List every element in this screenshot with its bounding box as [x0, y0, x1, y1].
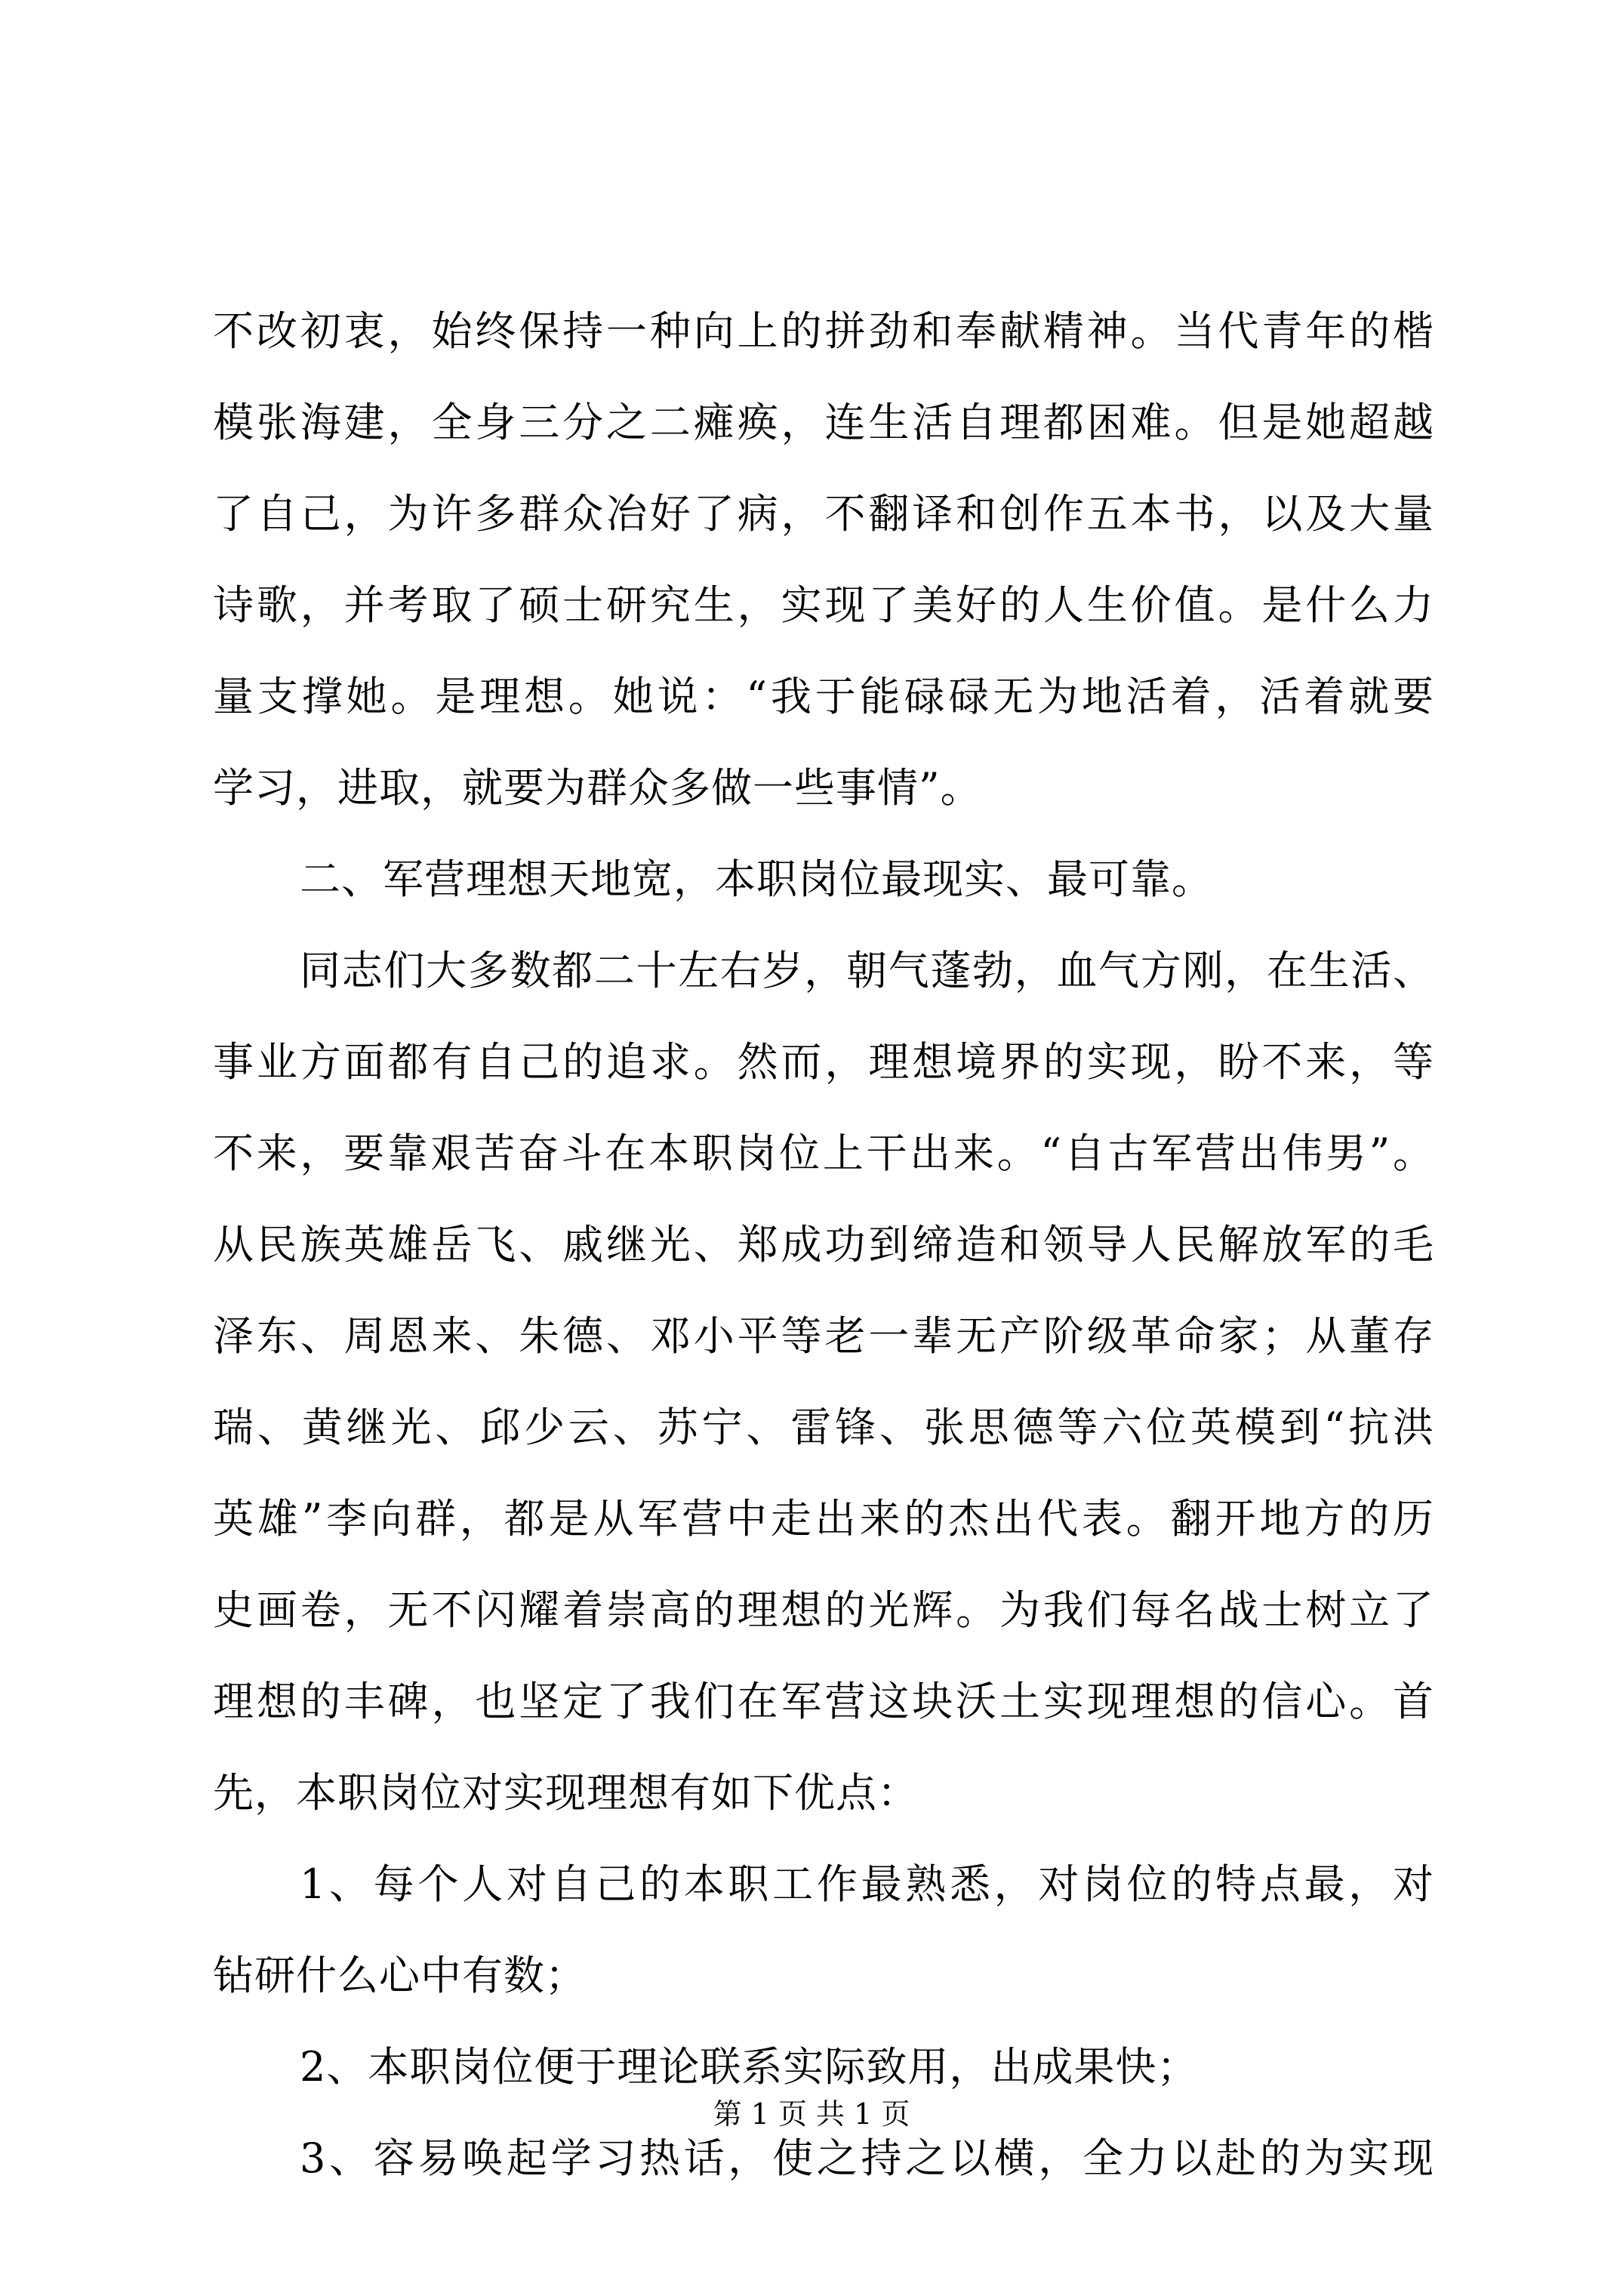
list-item: 3、容易唤起学习热话，使之持之以横，全力以赴的为实现 [300, 2134, 1434, 2182]
text-line: 英雄”李向群，都是从军营中走出来的杰出代表。翻开地方的历 [213, 1495, 1434, 1542]
text-line: 从民族英雄岳飞、戚继光、郑成功到缔造和领导人民解放军的毛 [213, 1221, 1434, 1268]
text-line: 模张海建，全身三分之二瘫痪，连生活自理都困难。但是她超越 [213, 399, 1434, 446]
text-line: 学习，进取，就要为群众多做一些事情”。 [213, 764, 982, 812]
text-line: 量支撑她。是理想。她说：“我于能碌碌无为地活着，活着就要 [213, 673, 1434, 720]
text-line: 泽东、周恩来、朱德、邓小平等老一辈无产阶级革命家；从董存 [213, 1312, 1434, 1360]
page-footer: 第 1 页 共 1 页 [713, 2097, 910, 2131]
text-line: 诗歌，并考取了硕士研究生，实现了美好的人生价值。是什么力 [213, 581, 1434, 629]
text-line: 理想的丰碑，也坚定了我们在军营这块沃土实现理想的信心。首 [213, 1678, 1434, 1725]
text-line: 不来，要靠艰苦奋斗在本职岗位上干出来。“自古军营出伟男”。 [213, 1130, 1434, 1177]
section-heading: 二、军营理想天地宽，本职岗位最现实、最可靠。 [300, 855, 1213, 903]
text-line: 了自己，为许多群众冶好了病，不翻译和创作五本书，以及大量 [213, 490, 1434, 538]
text-line: 史画卷，无不闪耀着崇高的理想的光辉。为我们每名战士树立了 [213, 1586, 1434, 1634]
list-item: 1、每个人对自己的本职工作最熟悉，对岗位的特点最，对 [300, 1860, 1434, 1908]
text-line: 先，本职岗位对实现理想有如下优点： [213, 1769, 919, 1817]
text-line: 不改初衷，始终保持一种向上的拼劲和奉献精神。当代青年的楷 [213, 307, 1434, 355]
document-body [213, 285, 1434, 2204]
text-line: 同志们大多数都二十左右岁，朝气蓬勃，血气方刚，在生活、 [300, 947, 1434, 994]
text-line: 事业方面都有自己的追求。然而，理想境界的实现，盼不来，等 [213, 1038, 1434, 1086]
text-line: 钻研什么心中有数； [213, 1952, 587, 1999]
list-item: 2、本职岗位便于理论联系实际致用，出成果快； [300, 2043, 1199, 2091]
text-line: 瑞、黄继光、邱少云、苏宁、雷锋、张思德等六位英模到“抗洪 [213, 1404, 1434, 1451]
